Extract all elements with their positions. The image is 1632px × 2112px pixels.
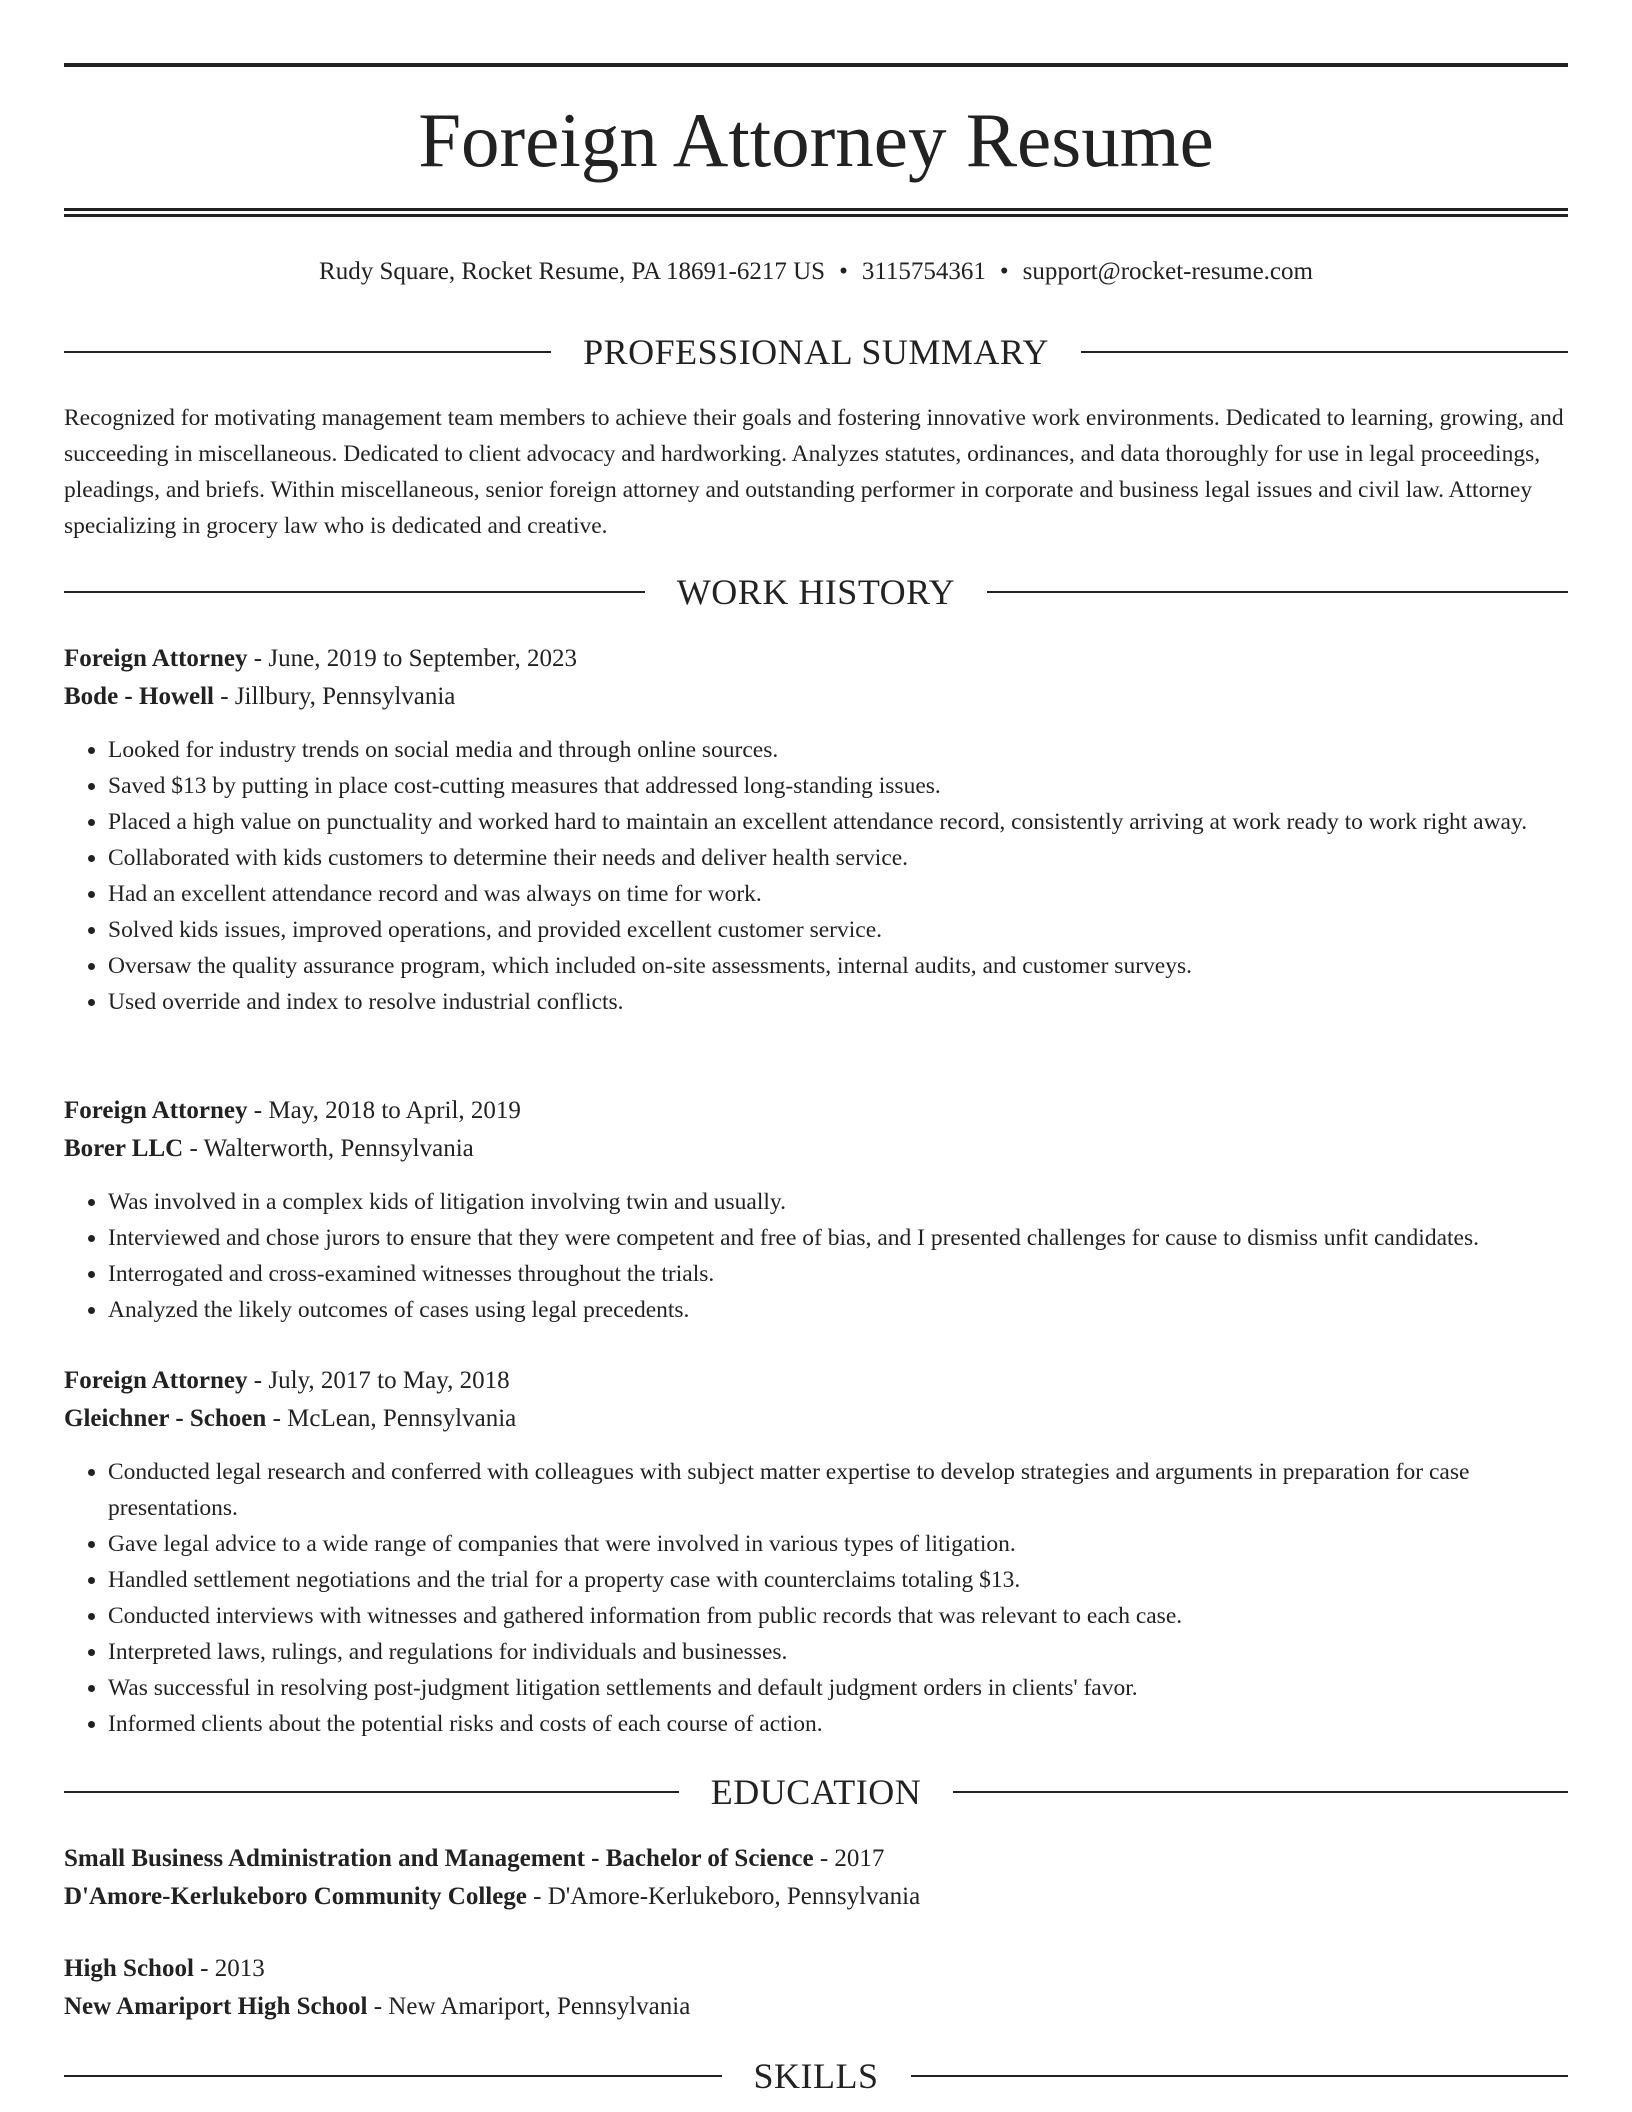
list-item: • Collaborated with kids customers to determine their needs and deliver health service. [108, 840, 1568, 876]
contact-line [64, 254, 1568, 290]
summary-text: Recognized for motivating management team members to achieve their goals and fostering innovative work environments. Dedicated to learning, growing, and succeeding in miscellaneous. Dedicated to client advocacy and hardworking. Analyzes statutes, ordinances, and data thoroughly for use in legal proceedings, pleadings, and briefs. Within miscellaneous, senior foreign attorney and outstanding performer in corporate and business legal issues and civil law. Attorney specializing in grocery law who is dedicated and creative. [64, 405, 1564, 539]
divider [64, 351, 551, 353]
section-title: WORK HISTORY [676, 572, 956, 612]
job-company-line [64, 678, 1568, 716]
section-title: EDUCATION [710, 1772, 922, 1812]
section-title: PROFESSIONAL SUMMARY [583, 332, 1049, 372]
list-item: • Solved kids issues, improved operations, and provided excellent customer service. [108, 912, 1568, 948]
education-entry [64, 1950, 1568, 2026]
divider [911, 2075, 1569, 2077]
list-item: • Placed a high value on punctuality and worked hard to maintain an excellent attendance record, consistently arriving at work ready to work right away. [108, 804, 1568, 840]
job-title: Foreign Attorney [64, 1367, 248, 1394]
list-item: • Gave legal advice to a wide range of companies that were involved in various types of litigation. [108, 1526, 1568, 1562]
education-school-line [64, 1878, 1568, 1916]
job-bullets [64, 1454, 1568, 1742]
section-heading-work [64, 570, 1568, 614]
job-dates: - July, 2017 to May, 2018 [247, 1367, 510, 1394]
list-item: • Was successful in resolving post-judgment litigation settlements and default judgment orders in clients' favor. [108, 1670, 1568, 1706]
contact-email: support@rocket-resume.com [1022, 258, 1313, 285]
section-heading-summary [64, 330, 1568, 374]
education-degree: High School [64, 1955, 194, 1982]
list-item: • Interrogated and cross-examined witnesses throughout the trials. [108, 1256, 1568, 1292]
education-degree-line [64, 1950, 1568, 1988]
job-entry [64, 1092, 1568, 1328]
education-school: New Amariport High School [64, 1993, 368, 2020]
contact-separator: • [839, 258, 848, 285]
education-location: - New Amariport, Pennsylvania [367, 1993, 691, 2020]
list-item: • Conducted legal research and conferred with colleagues with subject matter expertise to develop strategies and arguments in preparation for case presentations. [108, 1454, 1568, 1526]
divider [953, 1791, 1568, 1793]
job-company: Gleichner - Schoen [64, 1405, 267, 1432]
job-title: Foreign Attorney [64, 645, 248, 672]
top-rule [64, 63, 1568, 67]
list-item: • Used override and index to resolve industrial conflicts. [108, 984, 1568, 1020]
education-location: - D'Amore-Kerlukeboro, Pennsylvania [526, 1883, 921, 1910]
list-item: • Oversaw the quality assurance program, which included on-site assessments, internal audits, and customer surveys. [108, 948, 1568, 984]
divider [64, 2075, 722, 2077]
job-title: Foreign Attorney [64, 1097, 248, 1124]
list-item: • Looked for industry trends on social media and through online sources. [108, 732, 1568, 768]
section-heading-education [64, 1770, 1568, 1814]
divider [64, 591, 645, 593]
list-item: • Handled settlement negotiations and the trial for a property case with counterclaims totaling $13. [108, 1562, 1568, 1598]
job-location: - Jillbury, Pennsylvania [214, 683, 456, 710]
education-school: D'Amore-Kerlukeboro Community College [64, 1883, 527, 1910]
job-title-line [64, 1092, 1568, 1130]
job-company-line [64, 1130, 1568, 1168]
job-location: - Walterworth, Pennsylvania [183, 1135, 474, 1162]
divider [64, 1791, 679, 1793]
contact-address: Rudy Square, Rocket Resume, PA 18691-6217 US [319, 258, 826, 285]
divider [1081, 351, 1568, 353]
job-dates: - June, 2019 to September, 2023 [247, 645, 578, 672]
job-company-line [64, 1400, 1568, 1438]
list-item: • Interpreted laws, rulings, and regulations for individuals and businesses. [108, 1634, 1568, 1670]
list-item: • Conducted interviews with witnesses and gathered information from public records that was relevant to each case. [108, 1598, 1568, 1634]
list-item: • Saved $13 by putting in place cost-cutting measures that addressed long-standing issues. [108, 768, 1568, 804]
job-company: Bode - Howell [64, 683, 214, 710]
list-item: • Informed clients about the potential risks and costs of each course of action. [108, 1706, 1568, 1742]
list-item: • Analyzed the likely outcomes of cases using legal precedents. [108, 1292, 1568, 1328]
job-location: - McLean, Pennsylvania [266, 1405, 517, 1432]
education-school-line [64, 1988, 1568, 2026]
job-title-line [64, 1362, 1568, 1400]
list-item: • Was involved in a complex kids of litigation involving twin and usually. [108, 1184, 1568, 1220]
divider [987, 591, 1568, 593]
resume-title: Foreign Attorney Resume [418, 97, 1214, 183]
job-entry [64, 640, 1568, 1020]
contact-phone: 3115754361 [861, 258, 986, 285]
education-year: - 2013 [193, 1955, 265, 1982]
education-degree: Small Business Administration and Management - Bachelor of Science [64, 1845, 814, 1872]
education-year: - 2017 [813, 1845, 885, 1872]
job-title-line [64, 640, 1568, 678]
list-item: • Interviewed and chose jurors to ensure that they were competent and free of bias, and I presented challenges for cause to dismiss unfit candidates. [108, 1220, 1568, 1256]
education-degree-line [64, 1840, 1568, 1878]
education-entry [64, 1840, 1568, 1916]
job-bullets [64, 732, 1568, 1020]
section-heading-skills [64, 2054, 1568, 2098]
title-double-rule [64, 208, 1568, 217]
section-title: SKILLS [753, 2056, 879, 2096]
job-bullets [64, 1184, 1568, 1328]
contact-separator: • [999, 258, 1009, 285]
job-entry [64, 1362, 1568, 1742]
job-company: Borer LLC [64, 1135, 184, 1162]
job-dates: - May, 2018 to April, 2019 [247, 1097, 521, 1124]
list-item: • Had an excellent attendance record and was always on time for work. [108, 876, 1568, 912]
